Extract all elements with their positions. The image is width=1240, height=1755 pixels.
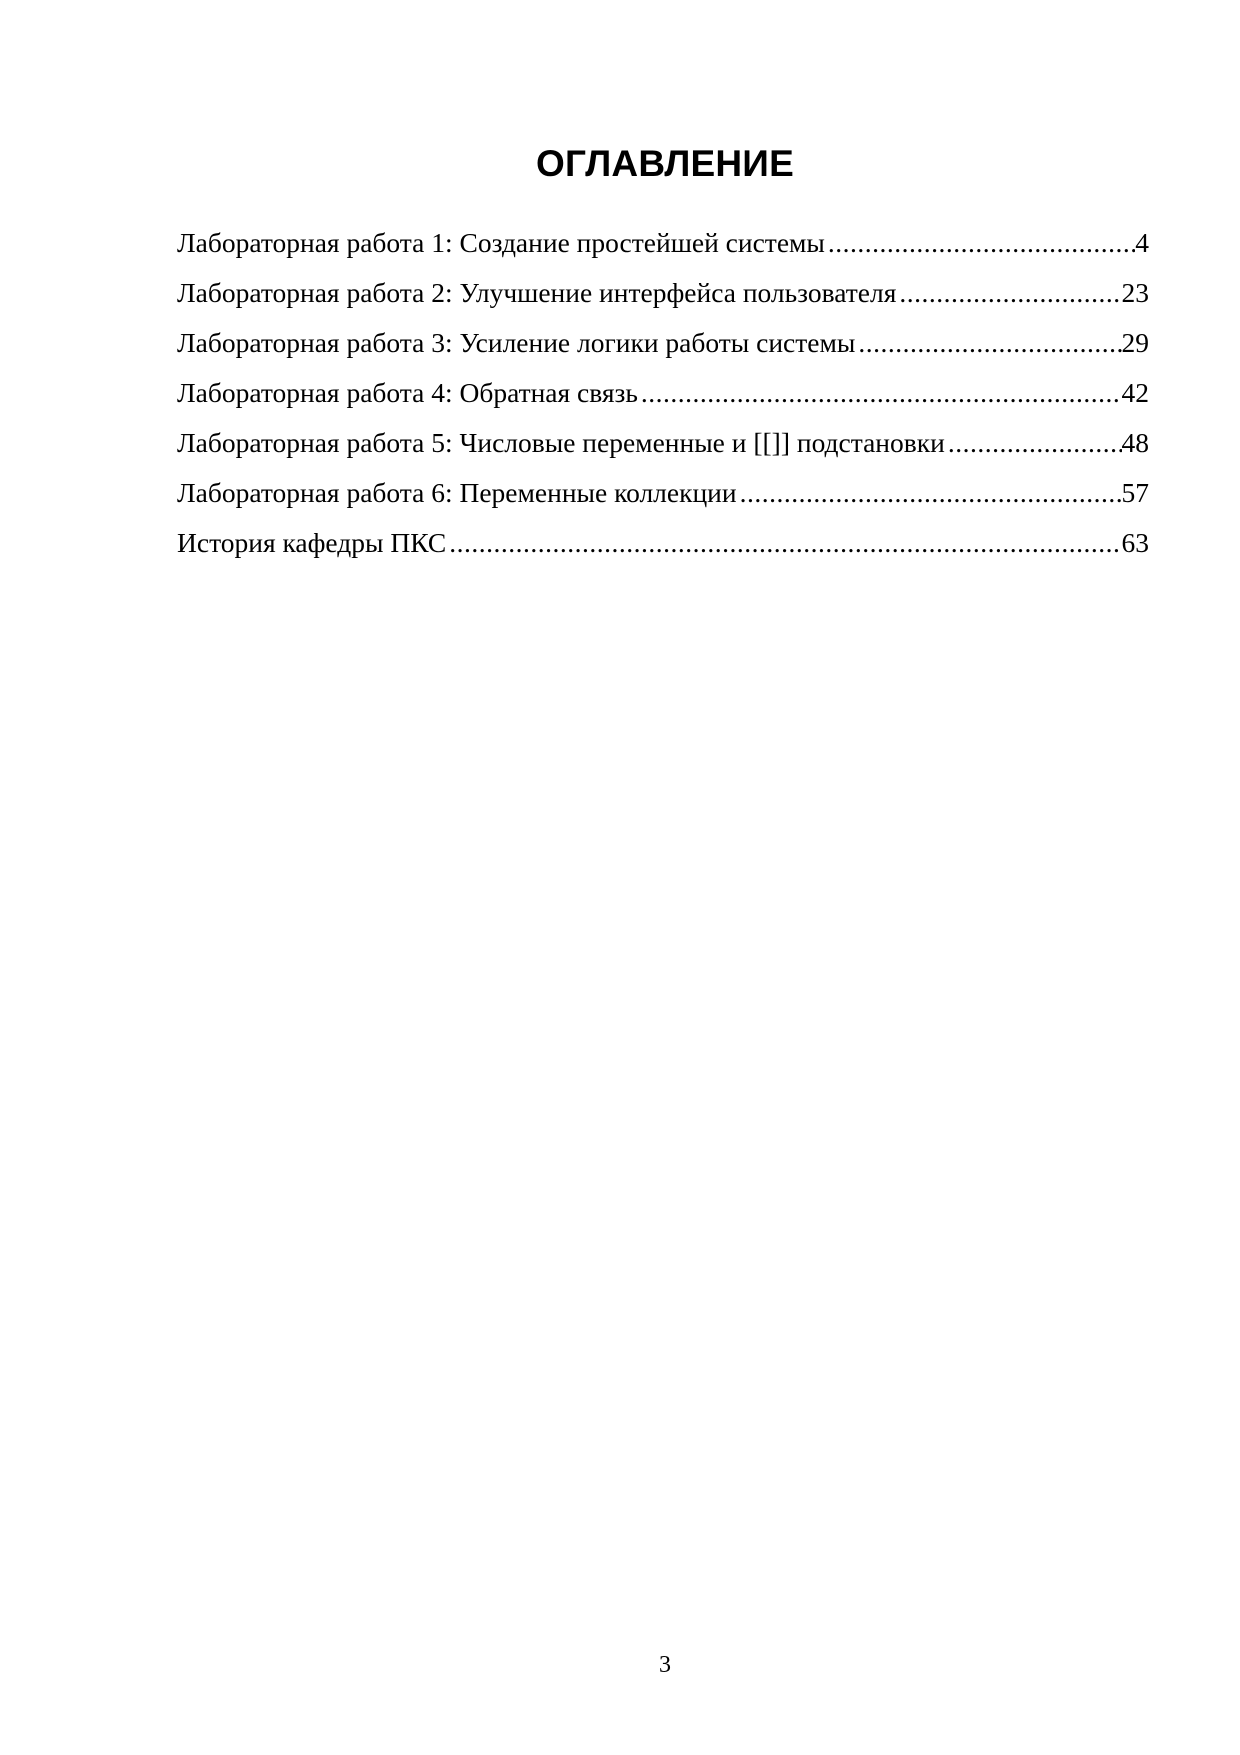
toc-entry-page: 4	[1135, 227, 1149, 258]
dot-leader	[855, 318, 1121, 368]
toc-entry-department-history[interactable]	[177, 518, 1149, 568]
toc-entry-page: 29	[1121, 327, 1149, 358]
toc-entry-lab-4[interactable]	[177, 368, 1149, 418]
dot-leader	[896, 268, 1121, 318]
toc-entry-lab-3[interactable]	[177, 318, 1149, 368]
toc-entry-lab-6[interactable]	[177, 468, 1149, 518]
dot-leader	[825, 218, 1135, 268]
toc-entry-label: Лабораторная работа 4: Обратная связь	[177, 377, 638, 408]
toc-entry-lab-1[interactable]	[177, 218, 1149, 268]
table-of-contents	[177, 218, 1149, 568]
toc-entry-lab-5[interactable]	[177, 418, 1149, 468]
toc-entry-label: Лабораторная работа 1: Создание простейшей системы	[177, 227, 825, 258]
dot-leader	[638, 368, 1122, 418]
toc-entry-page: 57	[1121, 477, 1149, 508]
toc-entry-label: История кафедры ПКС	[177, 527, 447, 558]
toc-entry-page: 63	[1121, 527, 1149, 558]
toc-entry-label: Лабораторная работа 2: Улучшение интерфейса пользователя	[177, 277, 897, 308]
toc-entry-lab-2[interactable]	[177, 268, 1149, 318]
toc-entry-page: 23	[1121, 277, 1149, 308]
toc-entry-label: Лабораторная работа 6: Переменные коллекции	[177, 477, 737, 508]
toc-entry-page: 42	[1121, 377, 1149, 408]
dot-leader	[945, 418, 1122, 468]
toc-entry-page: 48	[1121, 427, 1149, 458]
toc-entry-label: Лабораторная работа 5: Числовые переменные и [[]] подстановки	[177, 427, 945, 458]
page-number: 3	[659, 1652, 671, 1678]
toc-heading: ОГЛАВЛЕНИЕ	[536, 143, 794, 184]
dot-leader	[446, 518, 1121, 568]
dot-leader	[737, 468, 1122, 518]
toc-entry-label: Лабораторная работа 3: Усиление логики работы системы	[177, 327, 856, 358]
